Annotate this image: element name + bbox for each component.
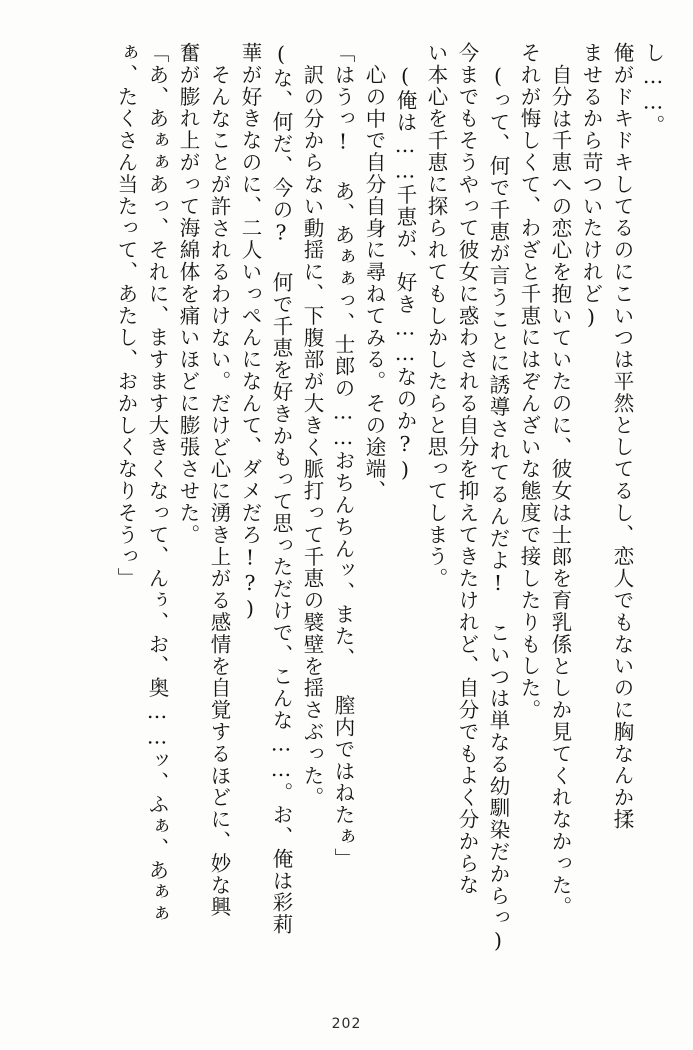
page-number: 202 bbox=[331, 1016, 362, 1032]
text-line: 自分は千恵への恋心を抱いていたのに、彼女は士郎を育乳係としか見てくれなかった。 bbox=[548, 64, 572, 919]
text-line: 奮が膨れ上がって海綿体を痛いほどに膨張させた。 bbox=[176, 42, 200, 546]
text-line: い本心を千恵に探られてもしかしたらと思ってしまう。 bbox=[424, 42, 448, 590]
text-line: 華が好きなのに、二人いっぺんになんて、ダメだろ!?) bbox=[238, 42, 262, 622]
text-line: 「はうっ! あ、あぁぁっ、士郎の……おちんちんッ、また、 膣内ではねたぁ」 bbox=[331, 42, 355, 870]
text-line: (って、何で千恵が言うことに誘導されてるんだよ! こいつは単なる幼馴染だからっ) bbox=[486, 64, 510, 954]
text-line: 心の中で自分自身に尋ねてみる。その途端、 bbox=[362, 64, 386, 502]
text-line: 俺がドキドキしてるのにこいつは平然としてるし、恋人でもないのに胸なんか揉 bbox=[610, 42, 634, 831]
text-line: ぁ、たくさん当たって、あたし、おかしくなりそうっ」 bbox=[114, 42, 138, 590]
text-line: ませるから苛ついたけれど) bbox=[579, 42, 603, 331]
text-line: そんなことが許されるわけない。だけど心に湧き上がる感情を自覚するほどに、妙な興 bbox=[207, 64, 231, 919]
text-line: (な、何だ、今の? 何で千恵を好きかもって思っただけで、こんな……。お、俺は彩莉 bbox=[269, 42, 293, 936]
text-line: それが悔しくて、わざと千恵にはぞんざいな態度で接したりもした。 bbox=[517, 42, 541, 721]
text-line: (俺は……千恵が、好き……なのか?) bbox=[393, 64, 417, 483]
vertical-text-body bbox=[28, 42, 663, 972]
text-line: 「あ、あぁぁあっ、それに、ますます大きくなって、んぅ、お、奥……ッ、ふぁ、あぁぁ bbox=[145, 42, 169, 925]
text-line: 訳の分からない動揺に、下腹部が大きく脈打って千恵の襞壁を揺さぶった。 bbox=[300, 64, 324, 809]
text-line: し……。 bbox=[641, 42, 665, 137]
text-line: 今までもそうやって彼女に惑わされる自分を抑えてきたけれど、自分でもよく分からな bbox=[455, 42, 479, 897]
